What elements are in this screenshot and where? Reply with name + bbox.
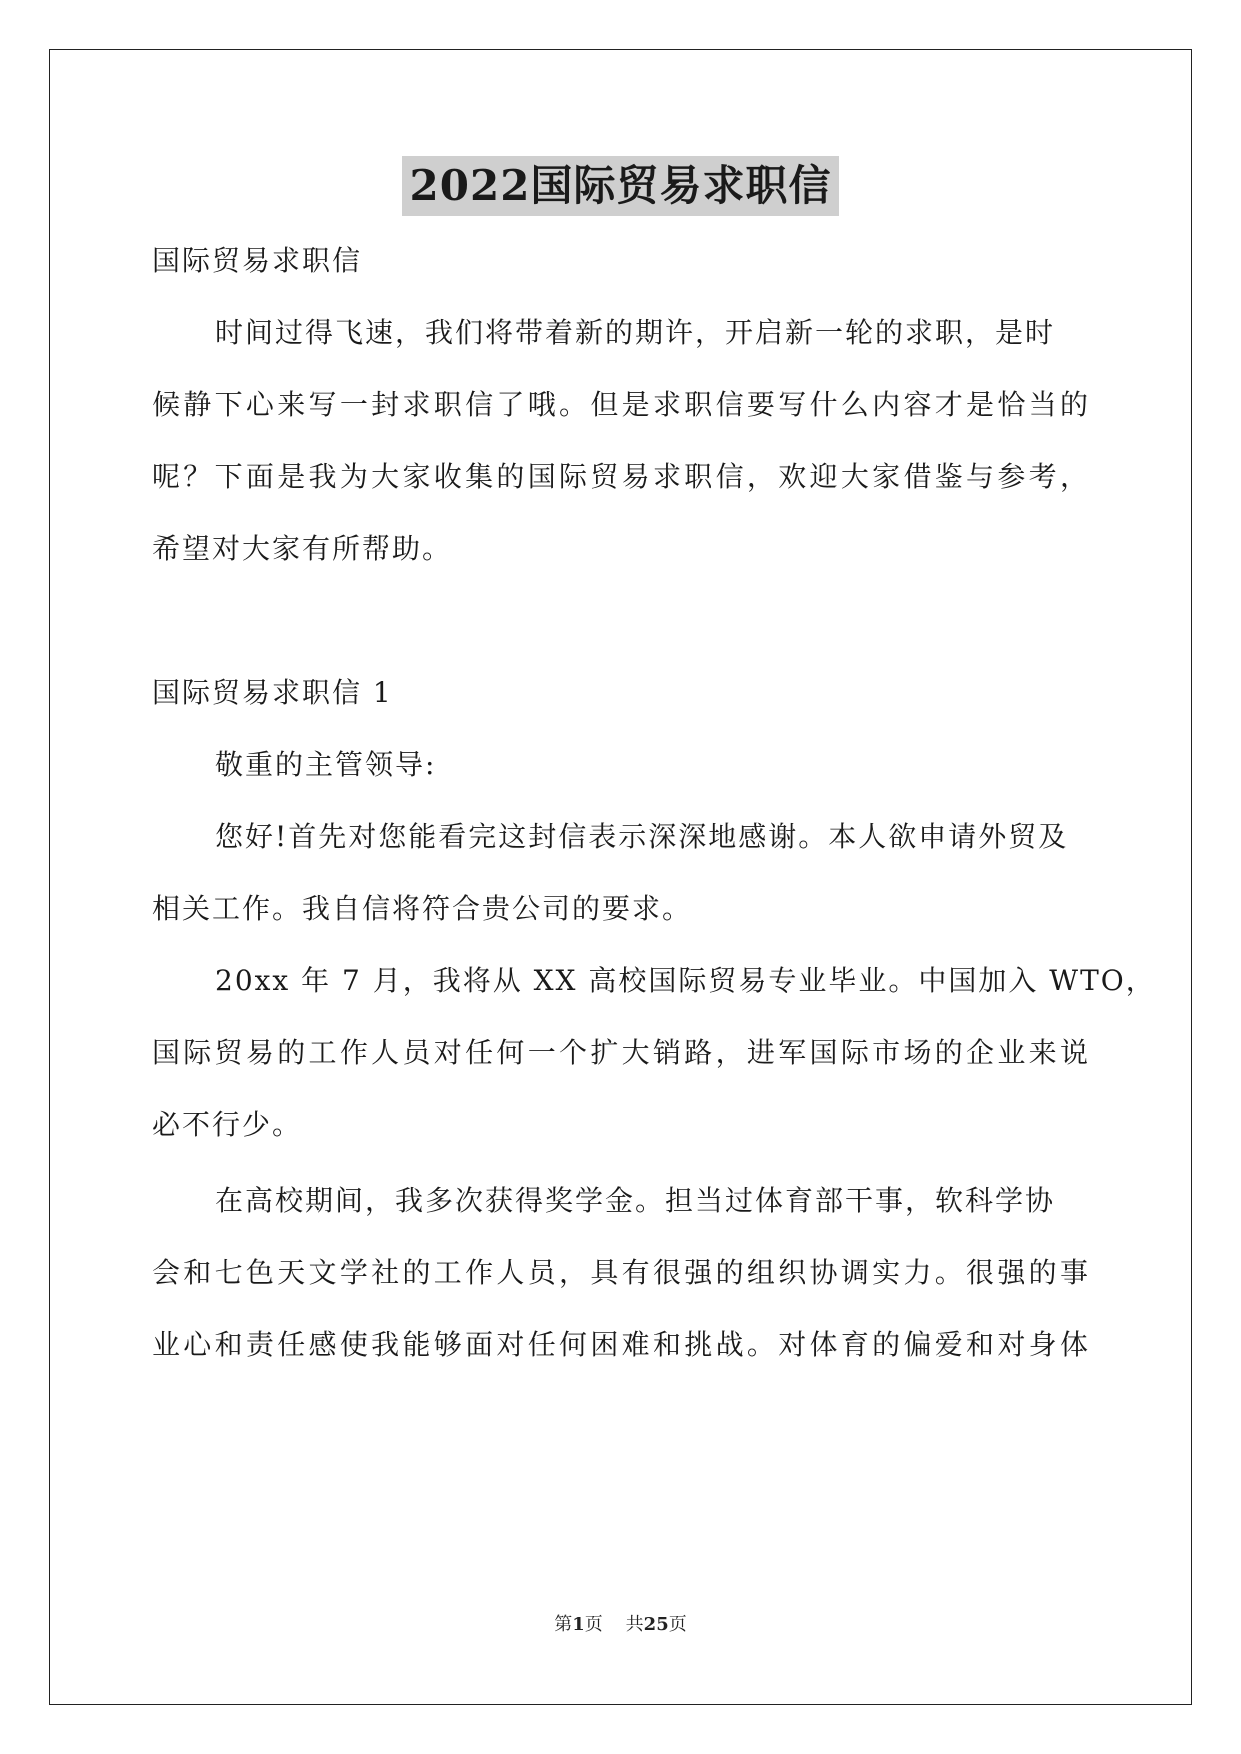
- subtitle: 国际贸易求职信: [152, 244, 363, 277]
- intro-line: 呢？下面是我为大家收集的国际贸易求职信，欢迎大家借鉴与参考，: [152, 460, 1090, 493]
- paragraph-line: 业心和责任感使我能够面对任何困难和挑战。对体育的偏爱和对身体: [152, 1328, 1090, 1361]
- total-suffix: 页: [668, 1614, 687, 1635]
- total-pages: 25: [643, 1614, 669, 1635]
- intro-line: 时间过得飞速，我们将带着新的期许，开启新一轮的求职，是时: [215, 316, 1056, 349]
- paragraph-line: 必不行少。: [152, 1108, 303, 1141]
- page-footer: [0, 1610, 1241, 1636]
- paragraph-line: 您好!首先对您能看完这封信表示深深地感谢。本人欲申请外贸及: [215, 820, 1069, 853]
- title-container: [0, 156, 1241, 216]
- paragraph-line: 20xx 年 7 月，我将从 XX 高校国际贸易专业毕业。中国加入 WTO，: [215, 964, 1156, 997]
- section-heading: 国际贸易求职信 1: [152, 676, 393, 709]
- paragraph-line: 会和七色天文学社的工作人员，具有很强的组织协调实力。很强的事: [152, 1256, 1090, 1289]
- page-number: 1: [572, 1614, 585, 1635]
- paragraph-line: 国际贸易的工作人员对任何一个扩大销路，进军国际市场的企业来说: [152, 1036, 1090, 1069]
- intro-line: 希望对大家有所帮助。: [152, 532, 453, 565]
- total-prefix: 共: [625, 1614, 644, 1635]
- page-prefix: 第: [554, 1614, 573, 1635]
- salutation: 敬重的主管领导:: [215, 748, 437, 781]
- document-title: 2022国际贸易求职信: [402, 156, 840, 216]
- paragraph-line: 在高校期间，我多次获得奖学金。担当过体育部干事，软科学协: [215, 1184, 1056, 1217]
- paragraph-line: 相关工作。我自信将符合贵公司的要求。: [152, 892, 693, 925]
- page-border: [49, 49, 1192, 1705]
- intro-line: 候静下心来写一封求职信了哦。但是求职信要写什么内容才是恰当的: [152, 388, 1090, 421]
- page-suffix: 页: [584, 1614, 603, 1635]
